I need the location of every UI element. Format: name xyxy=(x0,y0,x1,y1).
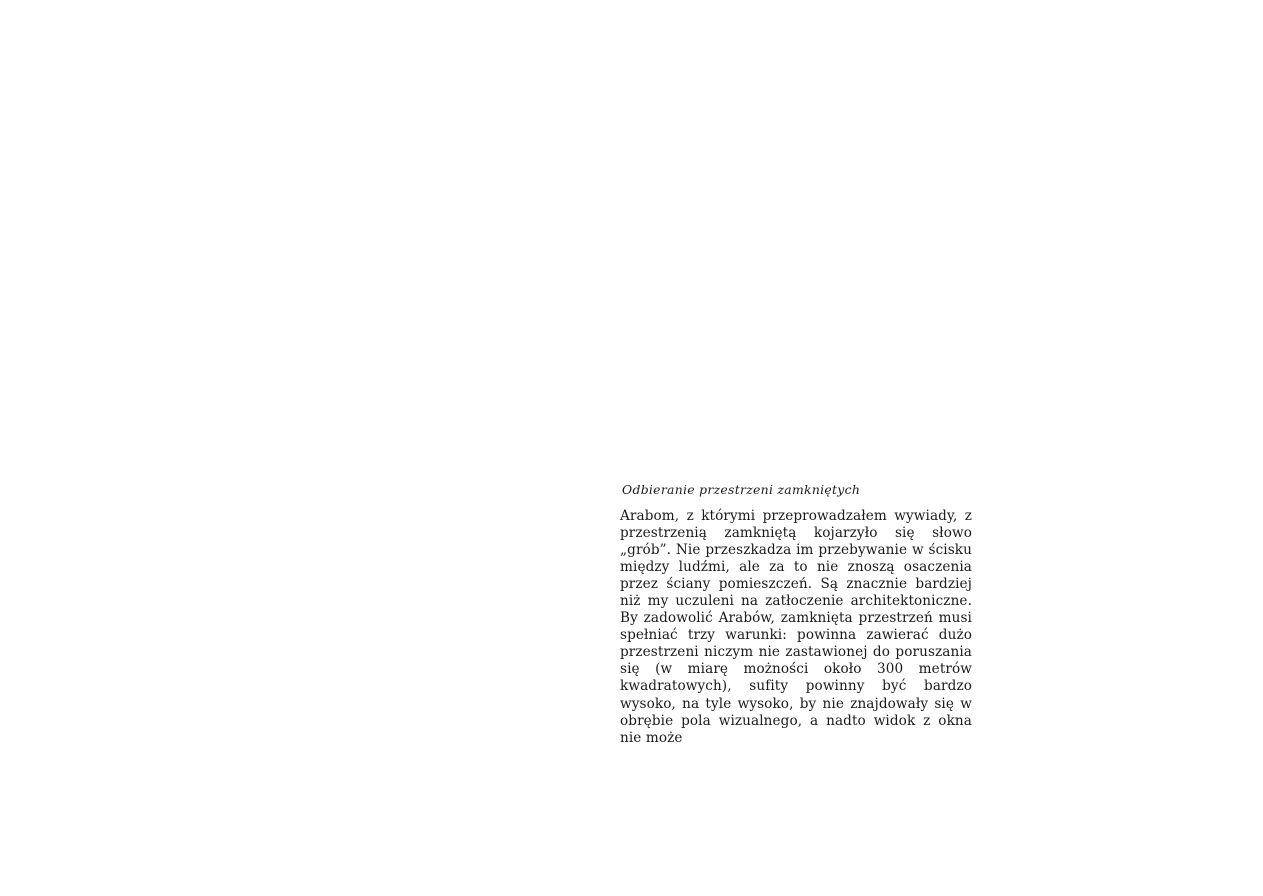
body-text xyxy=(620,508,972,747)
section-heading: Odbieranie przestrzeni zamkniętych xyxy=(622,482,861,497)
right-page xyxy=(620,0,1263,896)
paragraph: Arabom, z którymi przeprowadzałem wywiady, z przestrzenią zamkniętą kojarzyło się słowo „grób”. Nie przeszkadza im przebywanie w ścisku między ludźmi, ale za to nie znoszą osaczenia przez ściany pomieszczeń. Są znacznie bardziej niż my uczuleni na zatłoczenie architektoniczne. By zadowolić Arabów, zamknięta przestrzeń musi spełniać trzy warunki: powinna zawierać dużo przestrzeni niczym nie zastawionej do poruszania się (w miarę możności około 300 metrów kwadratowych), sufity powinny być bardzo wysoko, na tyle wysoko, by nie znajdowały się w obrębie pola wizualnego, a nadto widok z okna nie może xyxy=(620,508,972,746)
